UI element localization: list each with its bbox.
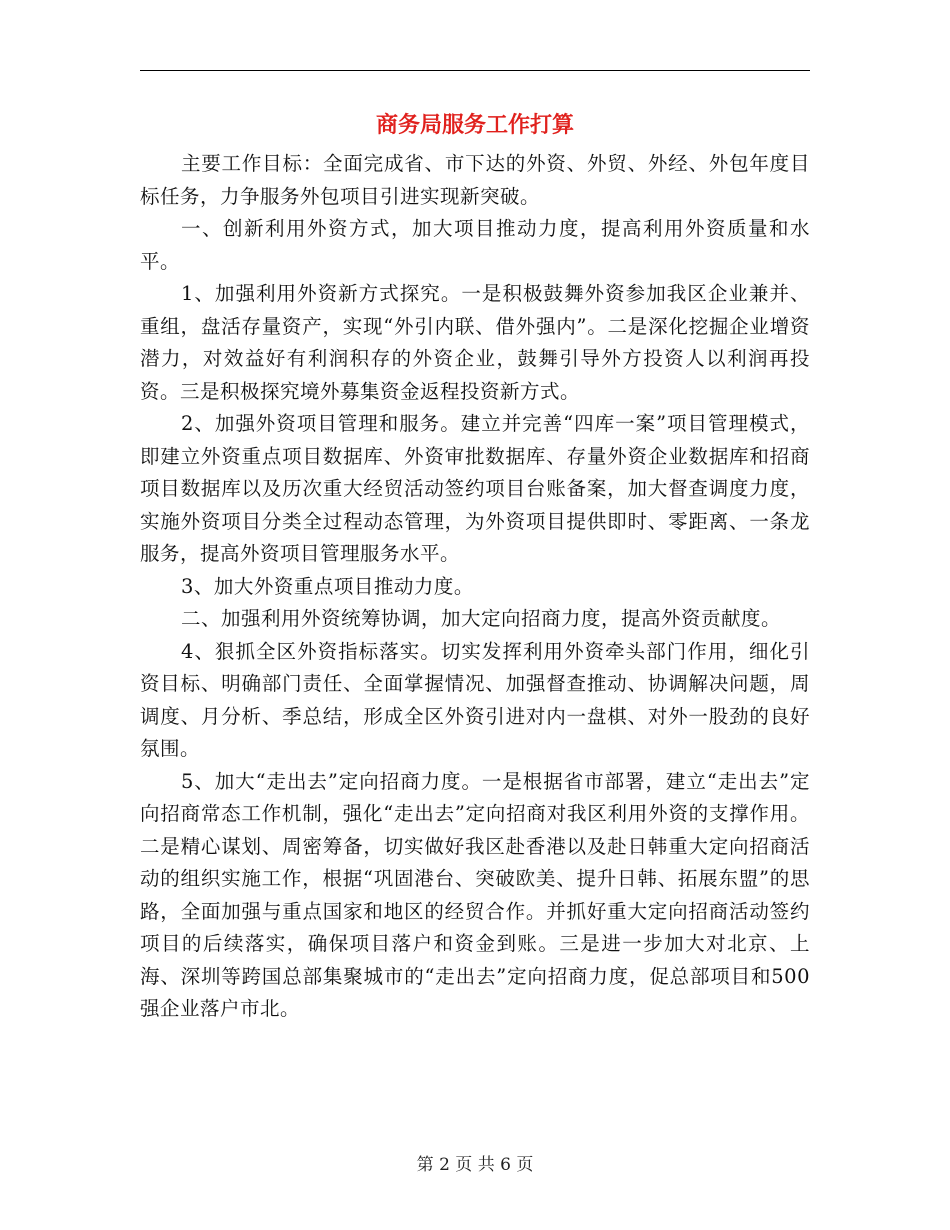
paragraph-section-two-heading: 二、加强利用外资统筹协调，加大定向招商力度，提高外资贡献度。: [180, 607, 781, 630]
paragraph-item-5: 5、加大“走出去”定向招商力度。一是根据省市部署，建立“走出去”定向招商常态工作机制，强化“走出去”定向招商对我区利用外资的支撑作用。二是精心谋划、周密筹备，切实做好我区赴香港以及赴日韩重大定向招商活动的组织实施工作，根据“巩固港台、突破欧美、提升日韩、拓展东盟”的思路，全面加强与重点国家和地区的经贸合作。并抓好重大定向招商活动签约项目的后续落实，确保项目落户和资金到账。三是进一步加大对北京、上海、深圳等跨国总部集聚城市的“走出去”定向招商力度，促总部项目和500强企业落户市北。: [140, 769, 810, 1020]
paragraph-section-one-heading: 一、创新利用外资方式，加大项目推动力度，提高利用外资质量和水平。: [140, 217, 810, 273]
document-body: [140, 148, 810, 1026]
page-number-footer: 第 2 页 共 6 页: [416, 1155, 534, 1175]
paragraph-item-3: 3、加大外资重点项目推动力度。: [180, 574, 474, 598]
paragraph-main-goal: 主要工作目标：全面完成省、市下达的外资、外贸、外经、外包年度目标任务，力争服务外包项目引进实现新突破。: [140, 152, 810, 208]
paragraph-item-4: 4、狠抓全区外资指标落实。切实发挥利用外资牵头部门作用，细化引资目标、明确部门责任、全面掌握情况、加强督查推动、协调解决问题，周调度、月分析、季总结，形成全区外资引进对内一盘棋、对外一股劲的良好氛围。: [140, 639, 810, 760]
document-title: 商务局服务工作打算: [375, 112, 574, 138]
header-rule: [140, 70, 810, 71]
paragraph-item-1: 1、加强利用外资新方式探究。一是积极鼓舞外资参加我区企业兼并、重组，盘活存量资产，实现“外引内联、借外强内”。二是深化挖掘企业增资潜力，对效益好有利润积存的外资企业，鼓舞引导外方投资人以利润再投资。三是积极探究境外募集资金返程投资新方式。: [140, 282, 810, 403]
paragraph-item-2: 2、加强外资项目管理和服务。建立并完善“四库一案”项目管理模式，即建立外资重点项目数据库、外资审批数据库、存量外资企业数据库和招商项目数据库以及历次重大经贸活动签约项目台账备案，加大督查调度力度，实施外资项目分类全过程动态管理，为外资项目提供即时、零距离、一条龙服务，提高外资项目管理服务水平。: [140, 412, 810, 565]
